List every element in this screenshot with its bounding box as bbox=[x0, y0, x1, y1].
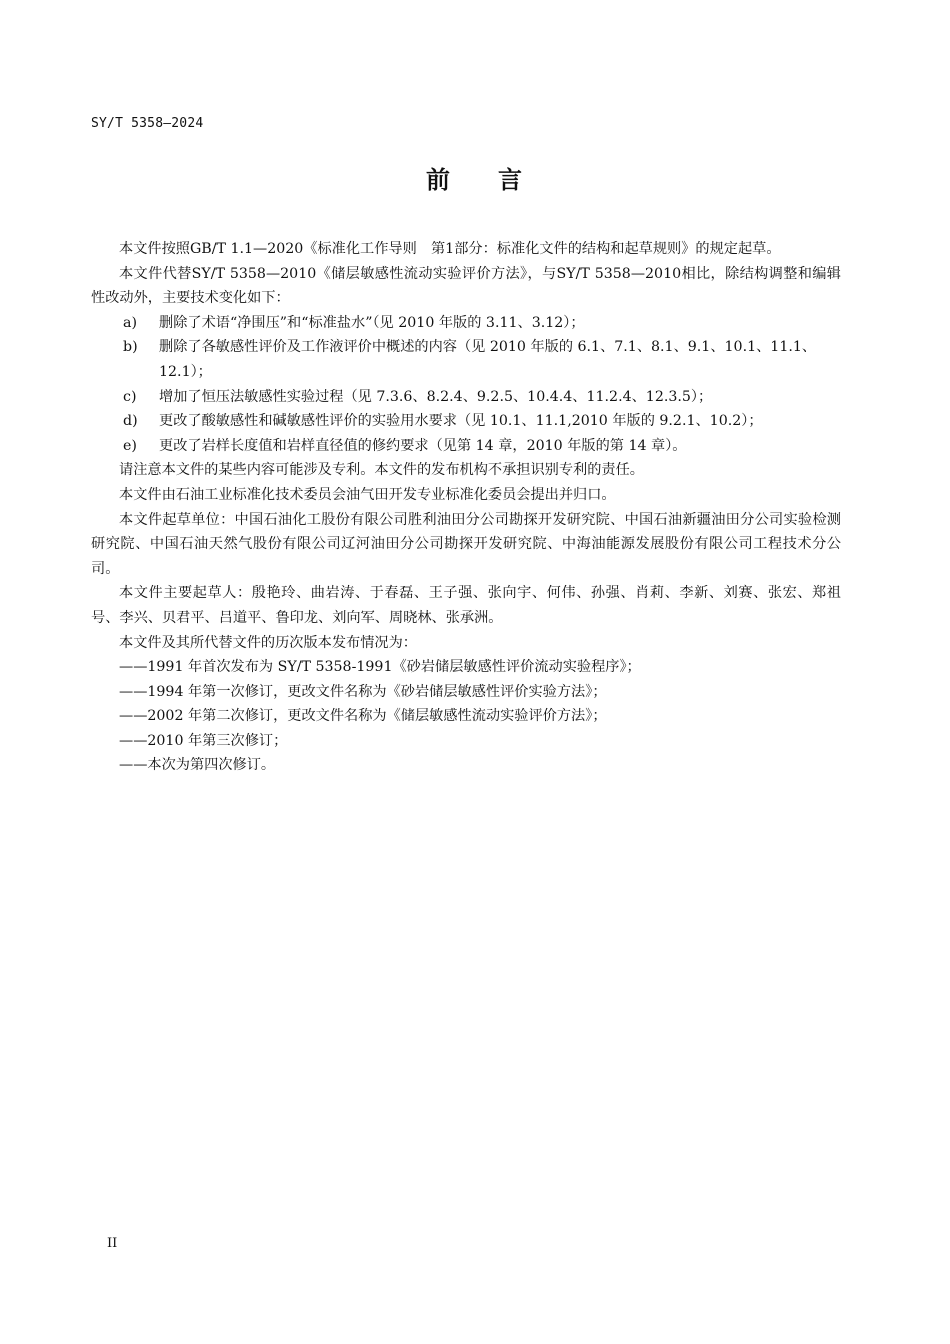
title-char-1: 前 bbox=[426, 166, 452, 194]
page-title bbox=[0, 160, 950, 195]
paragraph-drafting-units: 本文件起草单位：中国石油化工股份有限公司胜利油田分公司勘探开发研究院、中国石油新疆油田分公司实验检测研究院、中国石油天然气股份有限公司辽河油田分公司勘探开发研究院、中海油能源发展股份有限公司工程技术分公司。 bbox=[91, 511, 841, 577]
foreword-body bbox=[91, 237, 841, 778]
version-history-list bbox=[91, 655, 841, 778]
list-item bbox=[91, 434, 841, 459]
list-marker: b) bbox=[123, 339, 138, 356]
paragraph-drafting-rules: 本文件按照GB/T 1.1—2020《标准化工作导则 第1部分：标准化文件的结构和起草规则》的规定起草。 bbox=[119, 241, 781, 257]
paragraph-proposer: 本文件由石油工业标准化技术委员会油气田开发专业标准化委员会提出并归口。 bbox=[119, 486, 616, 503]
list-item bbox=[91, 385, 841, 410]
document-code: SY/T 5358—2024 bbox=[91, 116, 204, 131]
list-item-text: 更改了岩样长度值和岩样直径值的修约要求（见第 14 章，2010 年版的第 14 章）。 bbox=[159, 437, 687, 454]
list-item bbox=[91, 335, 841, 384]
title-char-2: 言 bbox=[498, 166, 524, 194]
paragraph-replacement: 本文件代替SY/T 5358—2010《储层敏感性流动实验评价方法》，与SY/T 5358—2010相比，除结构调整和编辑性改动外，主要技术变化如下： bbox=[91, 265, 841, 307]
history-item: ——1991 年首次发布为 SY/T 5358-1991《砂岩储层敏感性评价流动实验程序》； bbox=[119, 659, 641, 676]
paragraph-history-intro: 本文件及其所代替文件的历次版本发布情况为： bbox=[119, 634, 417, 651]
list-item-text: 增加了恒压法敏感性实验过程（见 7.3.6、8.2.4、9.2.5、10.4.4、11.2.4、12.3.5）； bbox=[159, 388, 713, 405]
history-item: ——1994 年第一次修订，更改文件名称为《砂岩储层敏感性评价实验方法》； bbox=[119, 683, 607, 700]
history-item: ——2010 年第三次修订； bbox=[119, 732, 288, 749]
technical-changes-list bbox=[91, 311, 841, 459]
list-marker: d) bbox=[123, 413, 138, 430]
list-marker: c) bbox=[123, 388, 137, 405]
paragraph-drafters: 本文件主要起草人：殷艳玲、曲岩涛、于春磊、王子强、张向宇、何伟、孙强、肖莉、李新、刘赛、张宏、郑祖号、李兴、贝君平、吕道平、鲁印龙、刘向军、周晓林、张承洲。 bbox=[91, 585, 841, 626]
list-item bbox=[91, 409, 841, 434]
list-item bbox=[91, 311, 841, 336]
page-number: II bbox=[107, 1236, 118, 1251]
list-item-text: 删除了术语“净围压”和“标准盐水”（见 2010 年版的 3.11、3.12）； bbox=[159, 314, 585, 331]
list-marker: e) bbox=[123, 437, 137, 454]
list-item-text: 更改了酸敏感性和碱敏感性评价的实验用水要求（见 10.1、11.1,2010 年版的 9.2.1、10.2）； bbox=[159, 413, 763, 430]
paragraph-patent-notice: 请注意本文件的某些内容可能涉及专利。本文件的发布机构不承担识别专利的责任。 bbox=[119, 462, 644, 479]
history-item: ——2002 年第二次修订，更改文件名称为《储层敏感性流动实验评价方法》； bbox=[119, 708, 607, 725]
history-item: ——本次为第四次修订。 bbox=[119, 757, 276, 774]
list-item-text: 删除了各敏感性评价及工作液评价中概述的内容（见 2010 年版的 6.1、7.1、8.1、9.1、10.1、11.1、12.1）； bbox=[159, 339, 817, 380]
list-marker: a) bbox=[123, 314, 137, 331]
